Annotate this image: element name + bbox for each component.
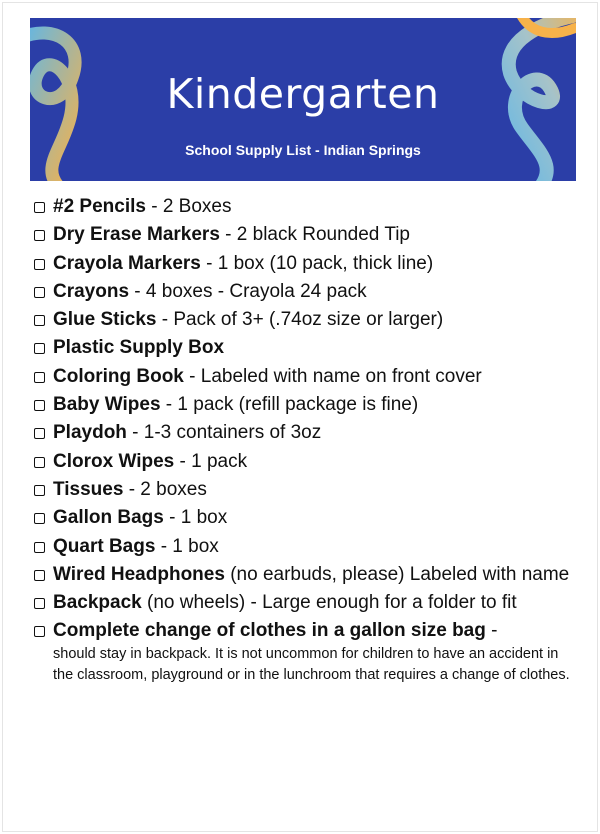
item-detail: - Pack of 3+ (.74oz size or larger) [156,309,444,331]
checkbox-icon [34,428,45,439]
checkbox-icon [34,626,45,637]
checkbox-icon [34,400,45,411]
list-item [32,476,580,504]
item-name: Coloring Book [53,365,184,387]
item-detail: - 1 box [155,535,219,557]
list-item [32,363,580,391]
list-item [32,306,580,334]
item-detail: - 1 pack (refill package is fine) [160,394,419,416]
item-name: Complete change of clothes in a gallon size bag [53,620,486,642]
list-item [32,533,580,561]
item-detail: (no earbuds, please) Labeled with name [224,563,570,585]
page-subtitle: School Supply List - Indian Springs [185,142,421,158]
item-name: Wired Headphones [53,563,225,585]
checkbox-icon [34,287,45,298]
list-item [32,193,580,221]
item-detail: - 2 boxes [123,478,207,500]
item-name: Quart Bags [53,535,156,557]
list-item [32,419,580,447]
item-name: Plastic Supply Box [53,337,225,359]
item-detail: - [485,620,498,642]
item-detail: - 2 Boxes [145,196,232,217]
checkbox-icon [34,457,45,468]
checkbox-icon [34,343,45,354]
item-note: should stay in backpack. It is not uncommon for children to have an accident in the classroom, playground or in the lunchroom that requires a change of clothes. [53,645,570,683]
checkbox-icon [34,598,45,609]
checkbox-icon [34,513,45,524]
header-banner [30,18,576,181]
list-item [32,334,580,362]
checkbox-icon [34,372,45,383]
item-detail: - 1-3 containers of 3oz [126,422,322,444]
item-detail: - 2 black Rounded Tip [219,224,411,246]
item-name: Backpack [53,592,142,614]
page-title: Kindergarten [166,70,440,118]
item-detail: - 1 box (10 pack, thick line) [200,252,434,274]
checkbox-icon [34,202,45,213]
item-detail: - Labeled with name on front cover [183,365,482,387]
item-name: Tissues [53,478,124,500]
item-detail: - 1 pack [174,450,248,472]
checkbox-icon [34,485,45,496]
checkbox-icon [34,259,45,270]
list-item [32,278,580,306]
item-name: #2 Pencils [53,196,146,217]
list-item [32,448,580,476]
checkbox-icon [34,542,45,553]
list-item [32,589,580,617]
item-name: Crayola Markers [53,252,201,274]
item-detail: (no wheels) - Large enough for a folder to fit [141,592,517,614]
item-name: Gallon Bags [53,507,164,529]
item-name: Clorox Wipes [53,450,175,472]
item-detail: - 1 box [163,507,228,529]
list-item [32,561,580,589]
item-name: Baby Wipes [53,394,161,416]
item-detail: - 4 boxes - Crayola 24 pack [129,280,367,302]
checkbox-icon [34,570,45,581]
list-item [32,391,580,419]
list-item [32,250,580,278]
item-name: Crayons [53,280,130,302]
list-item [32,221,580,249]
list-item [32,504,580,532]
supply-list [32,193,580,686]
checkbox-icon [34,230,45,241]
item-name: Dry Erase Markers [53,224,220,246]
checkbox-icon [34,315,45,326]
list-item [32,617,580,685]
item-name: Playdoh [53,422,127,444]
item-name: Glue Sticks [53,309,157,331]
